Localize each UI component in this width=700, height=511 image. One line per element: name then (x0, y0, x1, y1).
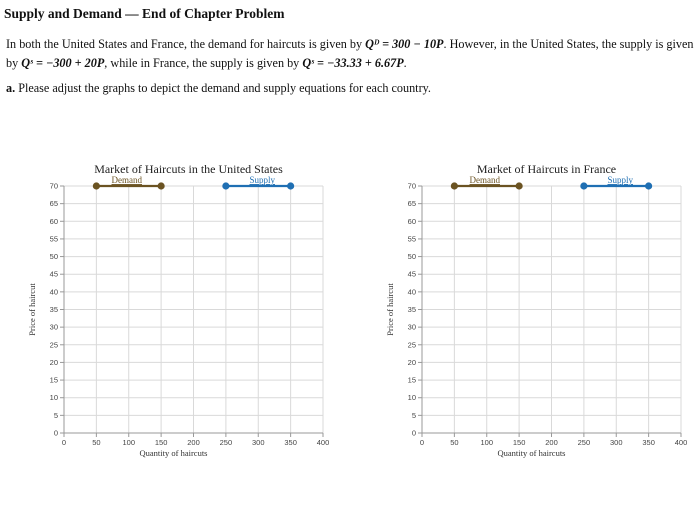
france-ytick-label-50: 50 (407, 252, 416, 262)
us-ytick-label-10: 10 (49, 393, 58, 403)
france-ytick-label-10: 10 (407, 393, 416, 403)
part-a (6, 81, 431, 96)
us-xtick-label-300: 300 (251, 438, 265, 447)
us-supply-label: Supply (249, 175, 276, 185)
france-ytick-label-55: 55 (407, 234, 416, 244)
statement-text-4: . (403, 56, 407, 70)
us-xtick-label-400: 400 (316, 438, 330, 447)
us-ytick-label-55: 55 (49, 234, 58, 244)
france-ytick-label-30: 30 (407, 322, 416, 332)
france-supply-point-1[interactable] (580, 182, 587, 189)
france-ytick-label-25: 25 (407, 340, 416, 350)
statement-text-1: In both the United States and France, the demand for haircuts is given by (6, 37, 366, 51)
france-ytick-label-45: 45 (407, 269, 416, 279)
france-supply-point-2[interactable] (645, 182, 652, 189)
us-ytick-label-5: 5 (53, 410, 58, 420)
france-chart-svg[interactable] (358, 150, 700, 480)
france-demand-point-1[interactable] (451, 182, 458, 189)
france-demand-point-2[interactable] (516, 182, 523, 189)
france-xtick-label-300: 300 (609, 438, 623, 447)
us-demand-point-2[interactable] (158, 182, 165, 189)
france-xtick-label-250: 250 (577, 438, 591, 447)
us-ytick-label-15: 15 (49, 375, 58, 385)
demand-equation: Qᴰ = 300 − 10P (365, 37, 444, 51)
statement-text-3: , while in France, the supply is given by (104, 56, 303, 70)
france-ytick-label-20: 20 (407, 357, 416, 367)
us-xtick-label-150: 150 (154, 438, 168, 447)
france-supply-equation: Qˢ = −33.33 + 6.67P (302, 56, 404, 70)
us-chart-title: Market of Haircuts in the United States (94, 162, 283, 176)
us-xtick-label-100: 100 (122, 438, 136, 447)
france-xtick-label-100: 100 (480, 438, 494, 447)
france-ytick-label-40: 40 (407, 287, 416, 297)
us-ytick-label-30: 30 (49, 322, 58, 332)
france-xtick-label-200: 200 (545, 438, 558, 447)
statement-text-2: . However, in the United States, the supply is given by (6, 37, 694, 70)
france-xtick-label-0: 0 (419, 438, 425, 447)
us-ytick-label-40: 40 (49, 287, 58, 297)
us-xtick-label-350: 350 (284, 438, 297, 447)
france-ytick-label-35: 35 (407, 305, 416, 314)
france-chart[interactable] (358, 150, 700, 480)
france-supply-label: Supply (607, 175, 634, 185)
us-ytick-label-0: 0 (53, 428, 58, 438)
france-ytick-label-65: 65 (407, 199, 416, 209)
us-ytick-label-20: 20 (49, 357, 58, 367)
france-ytick-label-0: 0 (411, 428, 416, 438)
us-ytick-label-60: 60 (49, 216, 58, 226)
us-ytick-label-50: 50 (49, 252, 58, 262)
france-chart-title: Market of Haircuts in France (476, 162, 617, 176)
us-supply-point-1[interactable] (222, 182, 229, 189)
france-ytick-label-15: 15 (407, 375, 416, 385)
us-supply-equation: Qˢ = −300 + 20P (21, 56, 105, 70)
france-demand-label: Demand (469, 175, 500, 185)
us-supply-point-2[interactable] (287, 182, 294, 189)
us-demand-point-1[interactable] (93, 182, 100, 189)
us-xtick-label-250: 250 (219, 438, 233, 447)
france-xtick-label-350: 350 (642, 438, 655, 447)
us-demand-label: Demand (111, 175, 142, 185)
us-xtick-label-50: 50 (92, 438, 101, 447)
france-ytick-label-60: 60 (407, 216, 416, 226)
us-ytick-label-45: 45 (49, 269, 58, 279)
us-xtick-label-200: 200 (187, 438, 200, 447)
france-y-axis-label: Price of haircut (385, 283, 395, 336)
us-chart[interactable] (0, 150, 350, 480)
problem-title: Supply and Demand — End of Chapter Problem (4, 6, 285, 21)
france-ytick-label-70: 70 (407, 181, 416, 191)
us-ytick-label-65: 65 (49, 199, 58, 209)
france-x-axis-label: Quantity of haircuts (497, 448, 566, 458)
us-ytick-label-35: 35 (49, 305, 58, 314)
part-a-label: a. (6, 81, 16, 95)
france-xtick-label-50: 50 (450, 438, 459, 447)
part-a-text: Please adjust the graphs to depict the demand and supply equations for each country. (15, 81, 431, 95)
france-xtick-label-400: 400 (674, 438, 688, 447)
us-x-axis-label: Quantity of haircuts (139, 448, 208, 458)
france-xtick-label-150: 150 (512, 438, 526, 447)
problem-statement (6, 35, 694, 73)
us-y-axis-label: Price of haircut (27, 283, 37, 336)
us-chart-svg[interactable] (0, 150, 350, 480)
us-ytick-label-25: 25 (49, 340, 58, 350)
us-ytick-label-70: 70 (49, 181, 58, 191)
us-xtick-label-0: 0 (61, 438, 67, 447)
france-ytick-label-5: 5 (411, 410, 416, 420)
